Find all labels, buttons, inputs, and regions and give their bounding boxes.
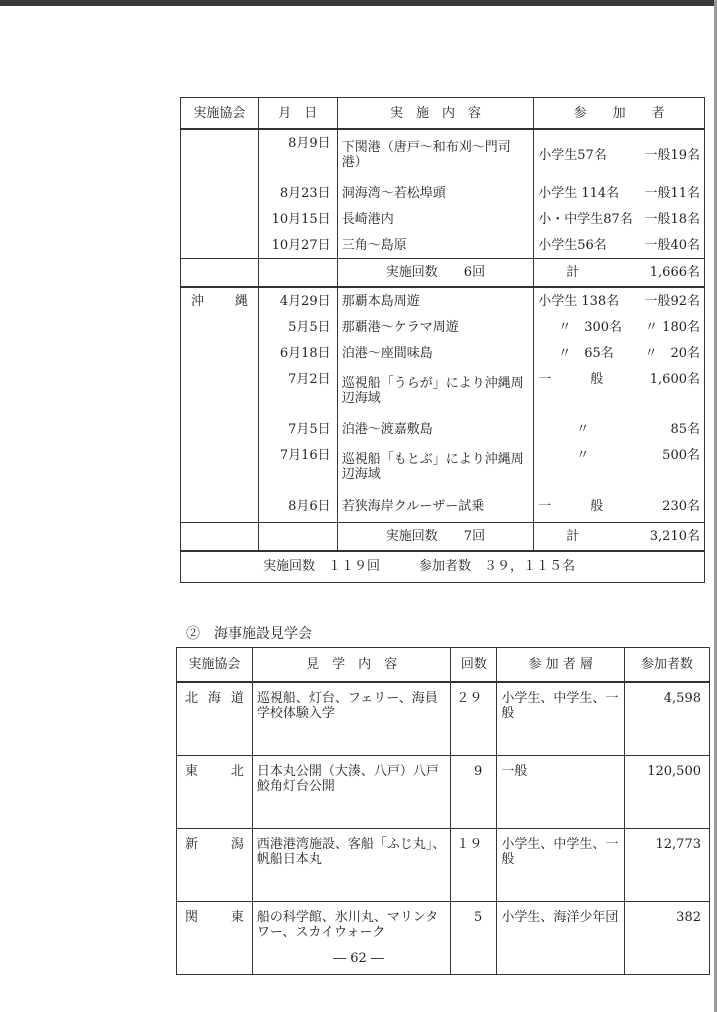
row-participants [534,180,705,206]
row-participants [534,206,705,232]
participants-left: 〃 300名 [558,319,623,335]
participants-left: 小・中学生87名 [538,211,633,227]
section-title: ② 海事施設見学会 [186,626,312,642]
header-content: 実 施 内 容 [337,98,534,130]
participants-left: 小学生 114名 [538,185,620,201]
subtotal-date-blank [258,522,337,551]
row-org: 関東 [177,902,253,975]
row-count: １９ [451,829,497,902]
table-row [181,129,705,180]
row-content: 西港港湾施設、客船「ふじ丸」、帆船日本丸 [252,829,451,902]
table-row [181,206,705,232]
excursion-table-header [181,98,705,130]
row-content: 日本丸公開（大湊、八戸）八戸鮫角灯台公開 [252,756,451,829]
table-row [181,287,705,314]
row-layer: 小学生、海洋少年団 [497,902,625,975]
participants-left: 一 般 [538,499,604,515]
subtotal-participants [534,259,705,288]
row-org: 北海道 [177,682,253,756]
row-date: 10月27日 [258,232,337,259]
row-count: 5 [451,902,497,975]
row-participants [534,287,705,314]
table-row [181,314,705,340]
subtotal-org-blank [181,259,259,288]
row-date: 8月9日 [258,129,337,180]
participants-right: 500名 [662,448,700,463]
table-row [181,366,705,416]
row-date: 7月16日 [258,442,337,492]
scan-edge-top [0,0,717,6]
participants-left: 〃 [576,421,590,437]
subtotal-total: 1,666名 [649,265,700,280]
subtotal-date-blank [258,259,337,288]
row-content: 那覇港～ケラマ周遊 [337,314,534,340]
table-row [177,682,710,756]
row-content: 若狭海岸クルーザー試乗 [337,492,534,522]
row-content: 長崎港内 [337,206,534,232]
row-count: 9 [451,756,497,829]
header-count: 回数 [451,648,497,683]
grand-total-row [181,551,705,583]
table-row [181,340,705,366]
participants-right: 一般92名 [644,293,700,309]
excursion-table [180,97,705,583]
row-layer: 小学生、中学生、一般 [497,829,625,902]
row-org: 東北 [177,756,253,829]
row-num: 12,773 [625,829,710,902]
participants-left: 〃 65名 [558,345,614,361]
participants-right: 一般11名 [644,185,700,201]
row-date: 8月23日 [258,180,337,206]
row-content: 那覇本島周遊 [337,287,534,314]
table-row [181,180,705,206]
row-participants [534,314,705,340]
participants-right: 〃 180名 [645,319,700,335]
subtotal-total-label: 計 [566,265,580,280]
row-content: 巡視船、灯台、フェリー、海員学校体験入学 [252,682,451,756]
subtotal-label: 実施回数 6回 [337,259,534,288]
row-org: 新潟 [177,829,253,902]
row-participants [534,416,705,442]
header-num: 参加者数 [625,648,710,683]
grand-total: 実施回数 １１９回 参加者数 ３９，１１５名 [181,551,705,583]
subtotal-org-blank [181,522,259,551]
participants-right: 一般40名 [644,237,700,253]
row-date: 5月5日 [258,314,337,340]
subtotal-label: 実施回数 7回 [337,522,534,551]
header-content: 見 学 内 容 [252,648,451,683]
table-row [181,232,705,259]
row-participants [534,492,705,522]
row-participants [534,129,705,180]
page-number: ― 62 ― [333,951,384,966]
header-org: 実施協会 [177,648,253,683]
table-row [181,442,705,492]
participants-right: 230名 [662,499,700,515]
row-num: 120,500 [625,756,710,829]
row-participants [534,442,705,492]
row-num: 4,598 [625,682,710,756]
table-row [177,829,710,902]
participants-left: 〃 [576,448,590,463]
row-content: 泊港～座間味島 [337,340,534,366]
participants-left: 小学生 138名 [538,293,620,309]
participants-right: 一般18名 [644,211,700,227]
participants-left: 小学生56名 [538,237,607,253]
subtotal-total-label: 計 [566,528,580,544]
participants-left: 一 般 [538,372,604,387]
header-org: 実施協会 [181,98,259,130]
participants-right: 85名 [670,421,700,437]
org-okinawa: 沖縄 [181,287,259,522]
facility-tour-table [176,647,710,975]
subtotal-row [181,259,705,288]
row-participants [534,232,705,259]
header-participants: 参 加 者 [534,98,705,130]
facility-table-header [177,648,710,683]
row-content: 泊港～渡嘉敷島 [337,416,534,442]
row-content: 船の科学館、氷川丸、マリンタワー、スカイウォーク [252,902,451,975]
row-content: 洞海湾～若松埠頭 [337,180,534,206]
participants-left: 小学生57名 [538,147,607,163]
table-row [181,416,705,442]
row-count: ２９ [451,682,497,756]
row-participants [534,340,705,366]
row-layer: 一般 [497,756,625,829]
row-date: 4月29日 [258,287,337,314]
participants-right: 1,600名 [649,372,700,387]
row-date: 10月15日 [258,206,337,232]
header-layer: 参 加 者 層 [497,648,625,683]
participants-right: 一般19名 [644,147,700,163]
table-row [177,756,710,829]
participants-right: 〃 20名 [644,345,700,361]
row-date: 7月2日 [258,366,337,416]
subtotal-row [181,522,705,551]
row-num: 382 [625,902,710,975]
row-date: 7月5日 [258,416,337,442]
subtotal-total: 3,210名 [649,528,700,544]
row-content: 下関港（唐戸～和布刈～門司港） [337,129,534,180]
row-date: 6月18日 [258,340,337,366]
row-content: 三角～島原 [337,232,534,259]
row-content: 巡視船「うらが」により沖縄周辺海域 [337,366,534,416]
org-cell-blank [181,129,259,259]
row-participants [534,366,705,416]
subtotal-participants [534,522,705,551]
header-date: 月 日 [258,98,337,130]
row-layer: 小学生、中学生、一般 [497,682,625,756]
row-content: 巡視船「もとぶ」により沖縄周辺海域 [337,442,534,492]
row-date: 8月6日 [258,492,337,522]
table-row [181,492,705,522]
